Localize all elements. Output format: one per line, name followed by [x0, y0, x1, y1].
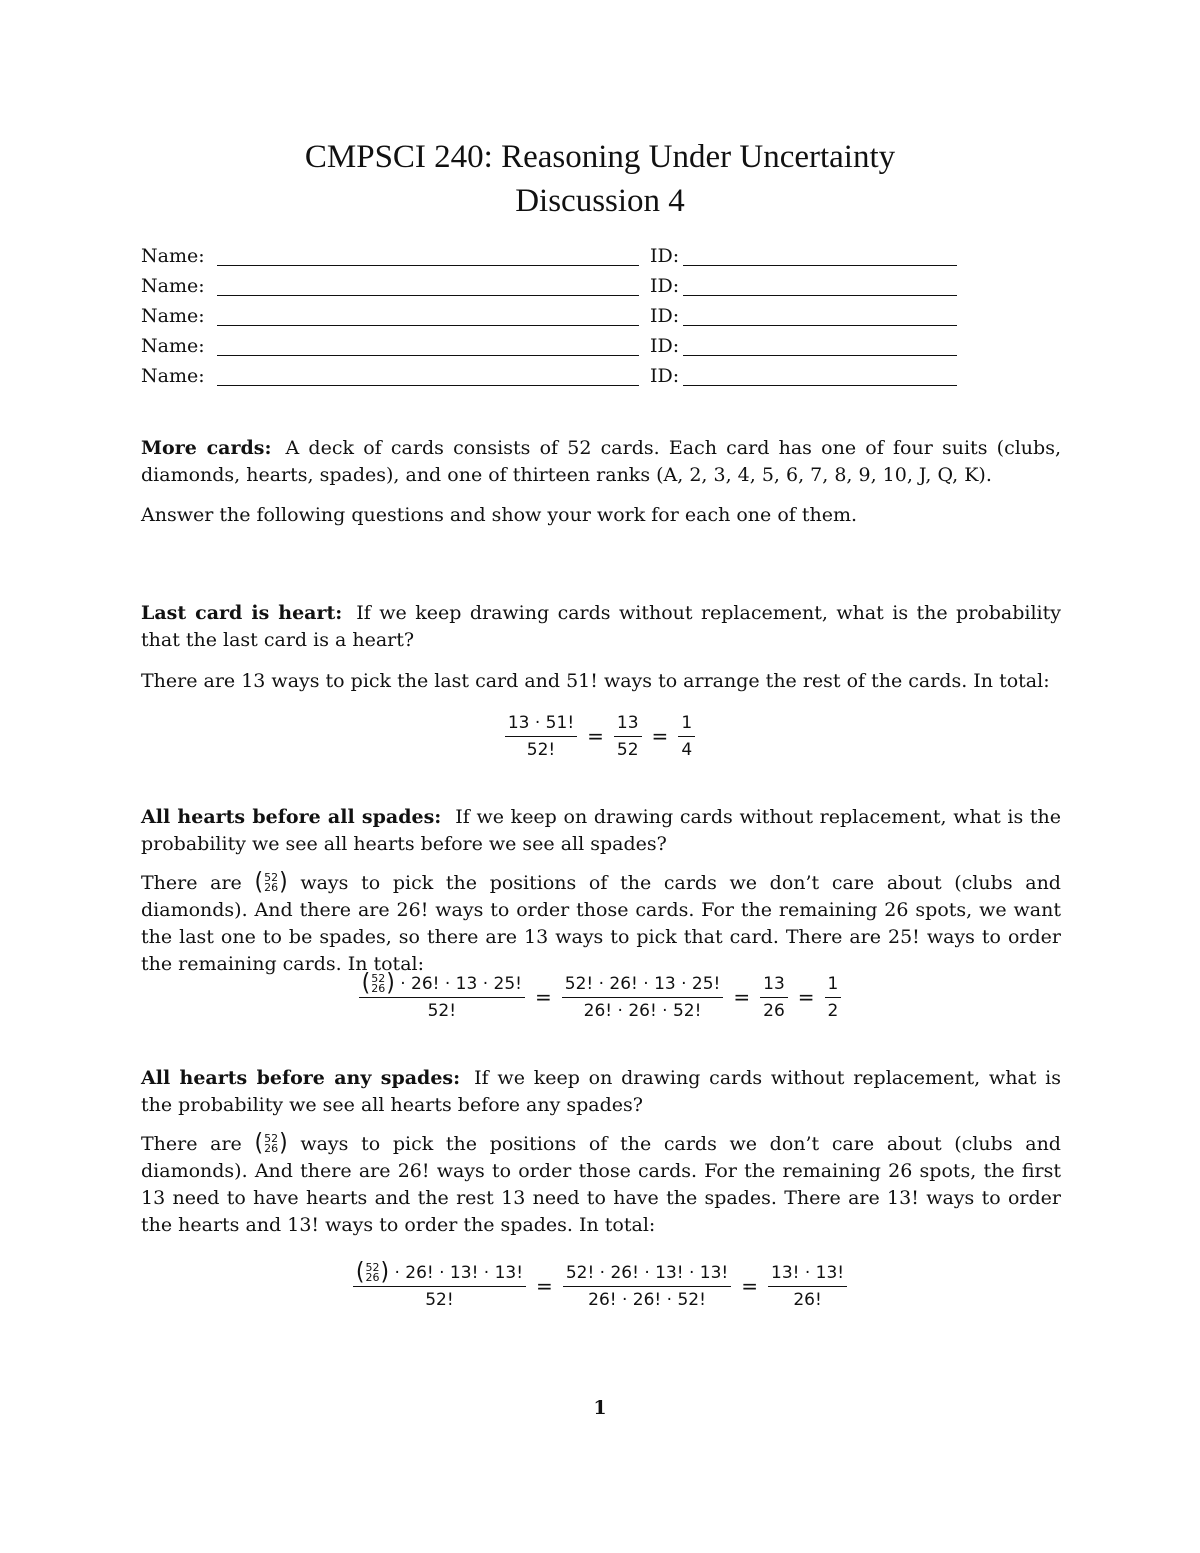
denominator: 2: [827, 1001, 839, 1021]
binomial-coefficient: ( 52 26 ): [355, 1258, 390, 1287]
fraction: [614, 712, 642, 761]
form-row: [141, 303, 961, 333]
binom-top: 52: [264, 1132, 279, 1145]
q3-equation: [0, 1258, 1200, 1311]
instruction-paragraph: Answer the following questions and show your work for each one of them.: [141, 504, 857, 526]
page-number: 1: [593, 1397, 607, 1419]
id-label: ID:: [650, 305, 680, 327]
binom-bottom: 26: [365, 1271, 380, 1284]
id-blank: [683, 325, 957, 326]
id-blank: [683, 265, 957, 266]
q2-answer-start: There are: [141, 872, 242, 894]
equals-sign: =: [534, 985, 552, 1009]
form-row: [141, 273, 961, 303]
denominator: 52: [616, 740, 639, 760]
denominator: 4: [681, 740, 693, 760]
form-row: [141, 333, 961, 363]
q1-equation: [0, 712, 1200, 761]
name-blank: [217, 385, 639, 386]
binomial-coefficient: ( 52 26 ): [254, 1129, 288, 1158]
id-label: ID:: [650, 365, 680, 387]
id-blank: [683, 385, 957, 386]
binom-top: 52: [365, 1261, 380, 1274]
fraction: [353, 1258, 526, 1311]
intro-heading: More cards:: [141, 437, 272, 459]
name-label: Name:: [141, 275, 205, 297]
binom-bottom: 26: [264, 1142, 279, 1155]
binom-bottom: 26: [264, 881, 279, 894]
fraction: [563, 1262, 731, 1311]
q1-paragraph: [141, 600, 1061, 654]
document-title: CMPSCI 240: Reasoning Under Uncertainty: [304, 139, 896, 175]
fraction: [760, 973, 788, 1022]
denominator: 26! · 26! · 52!: [588, 1290, 706, 1310]
q3-question: If we keep on drawing cards without replacement, what is the probability we see all hearts before any spades?: [141, 1067, 1061, 1116]
intro-text: A deck of cards consists of 52 cards. Each card has one of four suits (clubs, diamonds, hearts, spades), and one of thirteen ranks (A, 2, 3, 4, 5, 6, 7, 8, 9, 10, J, Q, K).: [141, 437, 1061, 486]
name-id-form: [141, 243, 961, 393]
numerator: 52! · 26! · 13 · 25!: [562, 973, 724, 998]
name-blank: [217, 355, 639, 356]
q1-question: If we keep drawing cards without replacement, what is the probability that the last card is a heart?: [141, 602, 1061, 651]
denominator: 26! · 26! · 52!: [583, 1001, 702, 1021]
fraction: [505, 712, 577, 761]
q3-answer: [141, 1131, 1061, 1239]
numerator: 1: [825, 973, 842, 998]
q2-equation: [0, 969, 1200, 1022]
document-subtitle: Discussion 4: [515, 183, 685, 219]
numerator: 13: [760, 973, 788, 998]
id-blank: [683, 355, 957, 356]
numerator: 52! · 26! · 13! · 13!: [563, 1262, 731, 1287]
denominator: 52!: [526, 740, 556, 760]
binomial-coefficient: ( 52 26 ): [254, 868, 288, 897]
q3-paragraph: [141, 1065, 1061, 1119]
numerator-rest: · 26! · 13 · 25!: [400, 974, 522, 994]
binom-bottom: 26: [371, 982, 386, 995]
numerator: 13! · 13!: [768, 1262, 847, 1287]
q2-question: If we keep on drawing cards without replacement, what is the probability we see all hearts before we see all spades?: [141, 806, 1062, 855]
q3-heading: All hearts before any spades:: [141, 1067, 461, 1089]
binomial-coefficient: ( 52 26 ): [361, 969, 395, 998]
fraction: [359, 969, 525, 1022]
id-label: ID:: [650, 335, 680, 357]
name-label: Name:: [141, 305, 205, 327]
equals-sign: =: [741, 1274, 758, 1298]
denominator: 26: [763, 1001, 785, 1021]
numerator: 13 · 51!: [505, 712, 577, 737]
equals-sign: =: [733, 985, 751, 1009]
q2-answer-rest: ways to pick the positions of the cards we don’t care about (clubs and diamonds). And there are 26! ways to order those cards. For the remaining 26 spots, we want the last one to be spades, so there are 13 ways to pick that card. There are 25! ways to order the remaining cards. In total:: [141, 872, 1061, 975]
numerator: 13: [614, 712, 642, 737]
numerator: 1: [678, 712, 695, 737]
name-blank: [217, 295, 639, 296]
fraction: [562, 973, 724, 1022]
name-label: Name:: [141, 365, 205, 387]
denominator: 52!: [427, 1001, 457, 1021]
name-label: Name:: [141, 335, 205, 357]
fraction: [678, 712, 695, 761]
equals-sign: =: [536, 1274, 553, 1298]
equals-sign: =: [797, 985, 815, 1009]
name-blank: [217, 265, 639, 266]
q3-answer-start: There are: [141, 1133, 242, 1155]
denominator: 52!: [425, 1290, 454, 1310]
name-blank: [217, 325, 639, 326]
equals-sign: =: [651, 724, 669, 748]
q1-answer: There are 13 ways to pick the last card and 51! ways to arrange the rest of the cards. In total:: [141, 670, 1050, 692]
equals-sign: =: [587, 724, 604, 748]
name-label: Name:: [141, 245, 205, 267]
intro-paragraph: [141, 435, 1061, 489]
fraction: [768, 1262, 847, 1311]
binom-top: 52: [264, 871, 279, 884]
q2-answer: [141, 870, 1061, 978]
denominator: 26!: [793, 1290, 822, 1310]
numerator: [353, 1258, 526, 1287]
id-blank: [683, 295, 957, 296]
numerator-rest: · 26! · 13! · 13!: [394, 1263, 524, 1283]
form-row: [141, 243, 961, 273]
q3-answer-rest: ways to pick the positions of the cards we don’t care about (clubs and diamonds). And there are 26! ways to order those cards. For the remaining 26 spots, the first 13 need to have hearts and the rest 13 need to have the spades. There are 13! ways to order the hearts and 13! ways to order the spades. In total:: [141, 1133, 1061, 1236]
q2-paragraph: [141, 804, 1061, 858]
binom-top: 52: [371, 972, 386, 985]
q1-heading: Last card is heart:: [141, 602, 343, 624]
form-row: [141, 363, 961, 393]
id-label: ID:: [650, 275, 680, 297]
id-label: ID:: [650, 245, 680, 267]
fraction: [825, 973, 842, 1022]
numerator: [359, 969, 525, 998]
q2-heading: All hearts before all spades:: [141, 806, 442, 828]
